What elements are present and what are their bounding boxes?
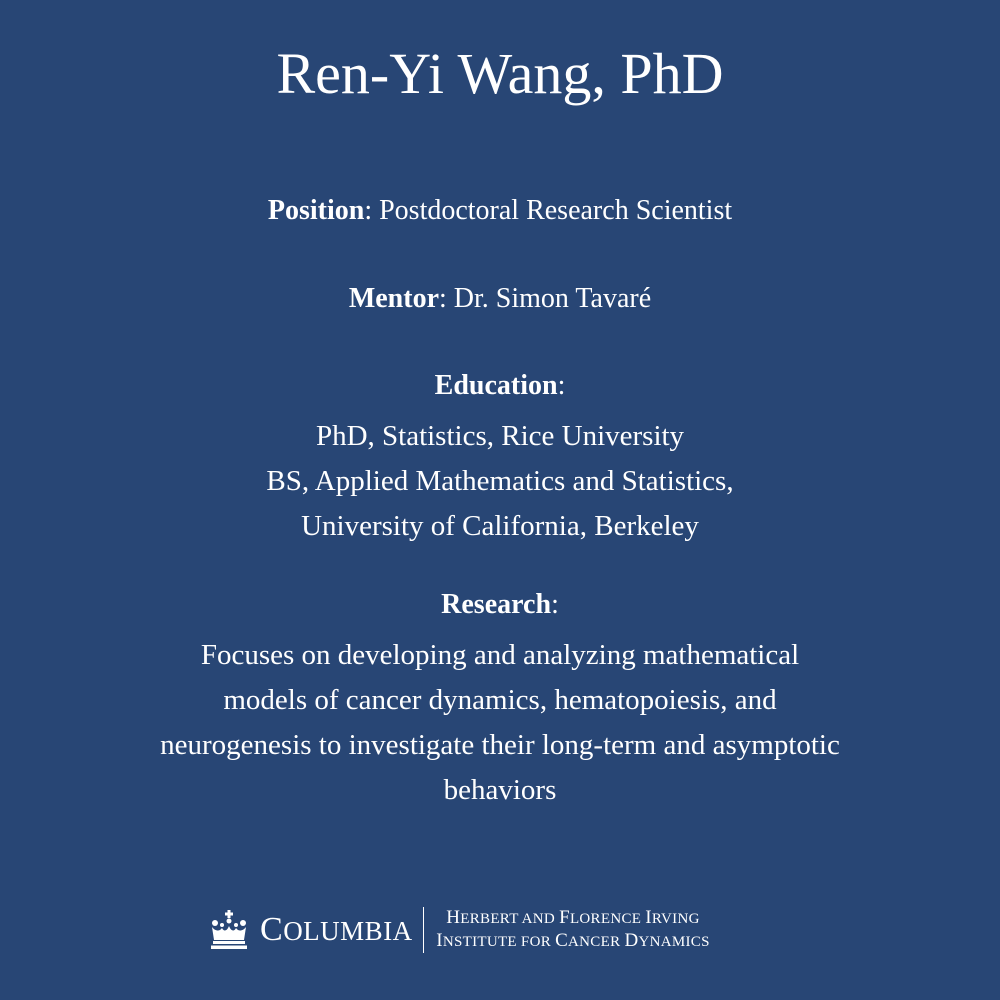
research-separator: : xyxy=(551,589,559,620)
research-line: models of cancer dynamics, hematopoiesis, and xyxy=(223,684,777,716)
research-line: behaviors xyxy=(443,774,557,806)
mentor-field xyxy=(0,284,1000,314)
mentor-separator: : xyxy=(439,283,447,314)
education-line: BS, Applied Mathematics and Statistics, xyxy=(266,465,734,497)
education-line: PhD, Statistics, Rice University xyxy=(315,420,685,452)
profile-name: Ren-Yi Wang, PhD xyxy=(276,41,724,106)
mentor-value: Dr. Simon Tavaré xyxy=(446,283,652,314)
institute-word-cap: C xyxy=(555,930,569,951)
education-heading xyxy=(0,371,1000,401)
institute-word-rest: RVING xyxy=(651,911,700,927)
institute-word-cap: H xyxy=(446,907,461,928)
university-rest: OLUMBIA xyxy=(283,915,413,946)
position-separator: : xyxy=(364,195,373,226)
research-line: Focuses on developing and analyzing mathematical xyxy=(200,639,800,671)
education-section xyxy=(0,371,1000,549)
institute-word-rest: NSTITUTE FOR xyxy=(442,934,556,950)
institute-name xyxy=(436,907,710,953)
institute-word-rest: ERBERT AND xyxy=(460,911,560,927)
institute-line-1 xyxy=(436,907,710,930)
institute-word-cap: F xyxy=(559,907,570,928)
institute-word-rest: ANCER xyxy=(568,934,625,950)
position-label: Position xyxy=(267,195,365,226)
institution-logo xyxy=(208,905,710,955)
education-label: Education xyxy=(434,370,558,401)
education-separator: : xyxy=(557,370,566,401)
university-initial: C xyxy=(260,910,284,948)
position-value: Postdoctoral Research Scientist xyxy=(372,195,733,226)
institute-word-rest: YNAMICS xyxy=(638,934,710,950)
education-line: University of California, Berkeley xyxy=(301,510,699,542)
logo-divider xyxy=(423,907,425,953)
university-wordmark xyxy=(260,910,413,951)
mentor-label: Mentor xyxy=(348,283,439,314)
crown-icon xyxy=(208,910,250,950)
institute-word-rest: LORENCE xyxy=(569,911,646,927)
institute-word-cap: I xyxy=(436,930,443,951)
research-label: Research xyxy=(441,589,552,620)
research-heading xyxy=(0,590,1000,620)
research-line: neurogenesis to investigate their long-term and asymptotic xyxy=(160,729,840,761)
institute-line-2 xyxy=(436,930,710,953)
institute-word-cap: D xyxy=(624,930,639,951)
institute-word-cap: I xyxy=(645,907,652,928)
position-field xyxy=(0,196,1000,226)
research-section xyxy=(0,590,1000,813)
